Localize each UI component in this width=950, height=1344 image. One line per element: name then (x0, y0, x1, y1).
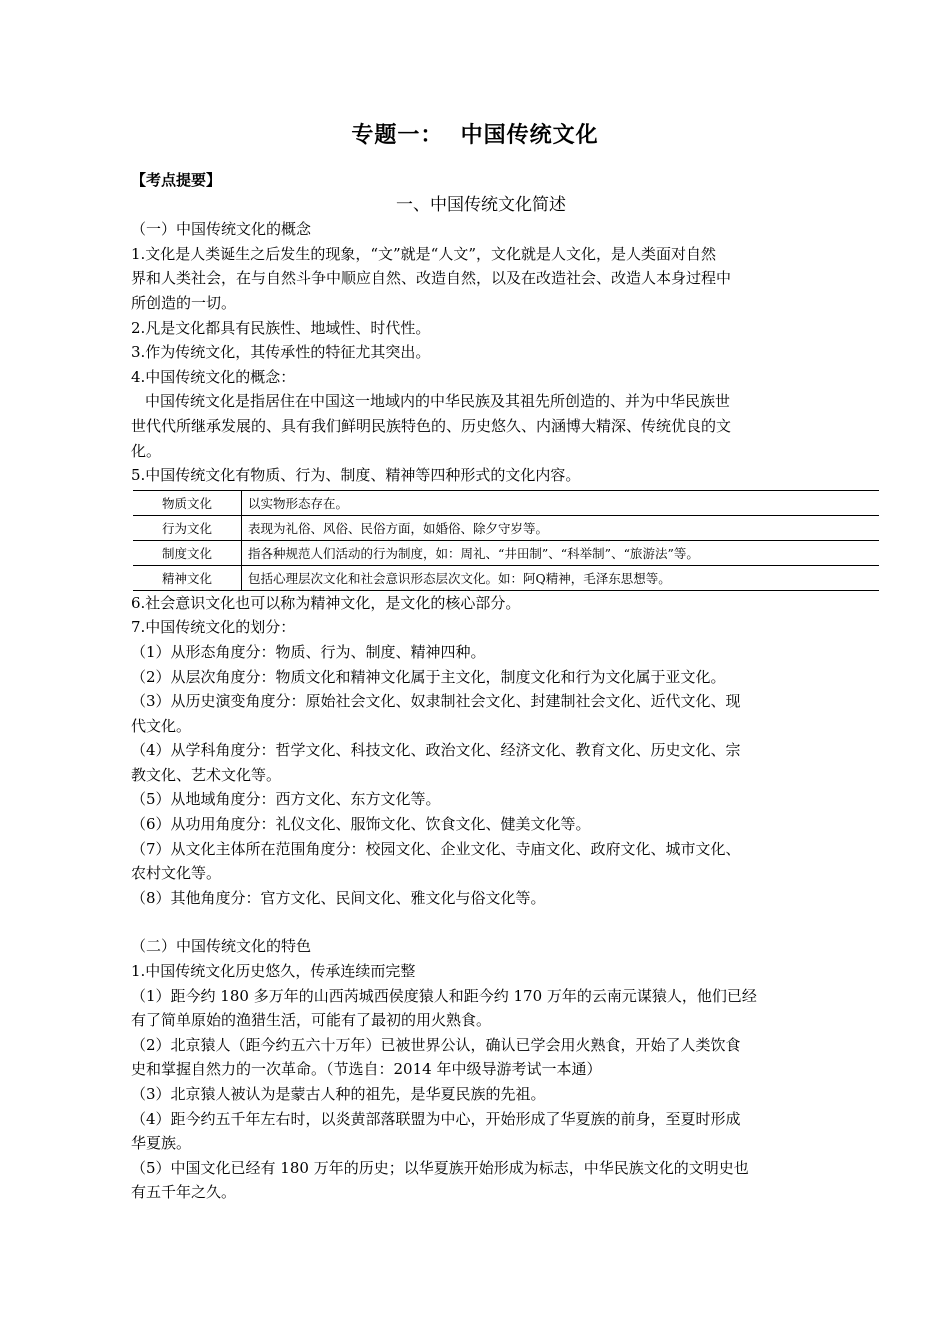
paragraph-line: 3.作为传统文化，其传承性的特征尤其突出。 (131, 343, 431, 362)
document-body (131, 168, 811, 1205)
list-item: 有五千年之久。 (131, 1183, 237, 1202)
list-item: （4）距今约五千年左右时，以炎黄部落联盟为中心，开始形成了华夏族的前身，至夏时形成 (131, 1109, 741, 1128)
list-item: （1）从形态角度分：物质、行为、制度、精神四种。 (131, 642, 486, 661)
spacer (131, 910, 811, 934)
list-item: （6）从功用角度分：礼仪文化、服饰文化、饮食文化、健美文化等。 (131, 815, 591, 834)
list-item: （4）从学科角度分：哲学文化、科技文化、政治文化、经济文化、教育文化、历史文化、宗 (131, 741, 741, 760)
list-item: 农村文化等。 (131, 864, 222, 883)
paragraph-line: 1.中国传统文化历史悠久，传承连续而完整 (131, 962, 416, 981)
section-heading: 一、中国传统文化简述 (396, 194, 566, 215)
subsection-heading: （一）中国传统文化的概念 (131, 220, 312, 239)
table-cell-name: 制度文化 (133, 540, 242, 565)
table-cell-name: 物质文化 (133, 490, 242, 515)
definition-line: 化。 (131, 441, 162, 460)
table-row (133, 490, 879, 515)
definition-line: 世代代所继承发展的、具有我们鲜明民族特色的、历史悠久、内涵博大精深、传统优良的文 (131, 416, 732, 435)
paragraph-line: 6.社会意识文化也可以称为精神文化，是文化的核心部分。 (131, 593, 521, 612)
list-item: （2）从层次角度分：物质文化和精神文化属于主文化，制度文化和行为文化属于亚文化。 (131, 667, 726, 686)
table-row (133, 515, 879, 540)
paragraph-line: 4.中国传统文化的概念： (131, 367, 296, 386)
paragraph-line: 1.文化是人类诞生之后发生的现象，“文”就是“人文”，文化就是人文化，是人类面对自然 (131, 244, 716, 263)
table-cell-desc: 指各种规范人们活动的行为制度，如：周礼、“井田制”、“科举制”、“旅游法”等。 (242, 540, 880, 565)
table-row (133, 565, 879, 590)
page-title: 专题一： 中国传统文化 (351, 123, 599, 148)
list-item: （5）中国文化已经有 180 万年的历史；以华夏族开始形成为标志，中华民族文化的文明史也 (131, 1158, 749, 1177)
definition-line: 中国传统文化是指居住在中国这一地域内的中华民族及其祖先所创造的、并为中华民族世 (145, 392, 731, 411)
list-item: （3）北京猿人被认为是蒙古人种的祖先，是华夏民族的先祖。 (131, 1085, 546, 1103)
paragraph-line: 5.中国传统文化有物质、行为、制度、精神等四种形式的文化内容。 (131, 466, 581, 485)
list-item: （7）从文化主体所在范围角度分：校园文化、企业文化、寺庙文化、政府文化、城市文化、 (131, 839, 741, 858)
paragraph-line: 所创造的一切。 (131, 293, 237, 312)
kaodian-label: 【考点提要】 (131, 171, 222, 189)
table-cell-name: 精神文化 (133, 565, 242, 590)
list-item: 代文化。 (131, 716, 192, 735)
list-item: （8）其他角度分：官方文化、民间文化、雅文化与俗文化等。 (131, 888, 546, 907)
paragraph-line: 2.凡是文化都具有民族性、地域性、时代性。 (131, 318, 431, 337)
paragraph-line: 界和人类社会，在与自然斗争中顺应自然、改造自然，以及在改造社会、改造人本身过程中 (131, 269, 732, 288)
list-item: （5）从地域角度分：西方文化、东方文化等。 (131, 790, 441, 809)
table-cell-desc: 以实物形态存在。 (242, 490, 880, 515)
list-item: 华夏族。 (131, 1134, 192, 1153)
list-item: （1）距今约 180 多万年的山西芮城西侯度猿人和距今约 170 万年的云南元谋猿人，他们已经 (131, 986, 757, 1005)
table-cell-name: 行为文化 (133, 515, 242, 540)
list-item: 史和掌握自然力的一次革命。（节选自：2014 年中级导游考试一本通） (131, 1060, 602, 1079)
list-item: （2）北京猿人（距今约五六十万年）已被世界公认，确认已学会用火熟食，开始了人类饮食 (131, 1035, 741, 1054)
list-item: 教文化、艺术文化等。 (131, 765, 282, 784)
paragraph-line: 7.中国传统文化的划分： (131, 618, 296, 637)
subsection-heading: （二）中国传统文化的特色 (131, 937, 312, 956)
table-cell-desc: 包括心理层次文化和社会意识形态层次文化。如：阿Q精神，毛泽东思想等。 (242, 565, 880, 590)
culture-forms-table (133, 490, 879, 591)
table-row (133, 540, 879, 565)
table-cell-desc: 表现为礼俗、风俗、民俗方面，如婚俗、除夕守岁等。 (242, 515, 880, 540)
list-item: （3）从历史演变角度分：原始社会文化、奴隶制社会文化、封建制社会文化、近代文化、现 (131, 692, 741, 711)
list-item: 有了简单原始的渔猎生活，可能有了最初的用火熟食。 (131, 1011, 492, 1030)
